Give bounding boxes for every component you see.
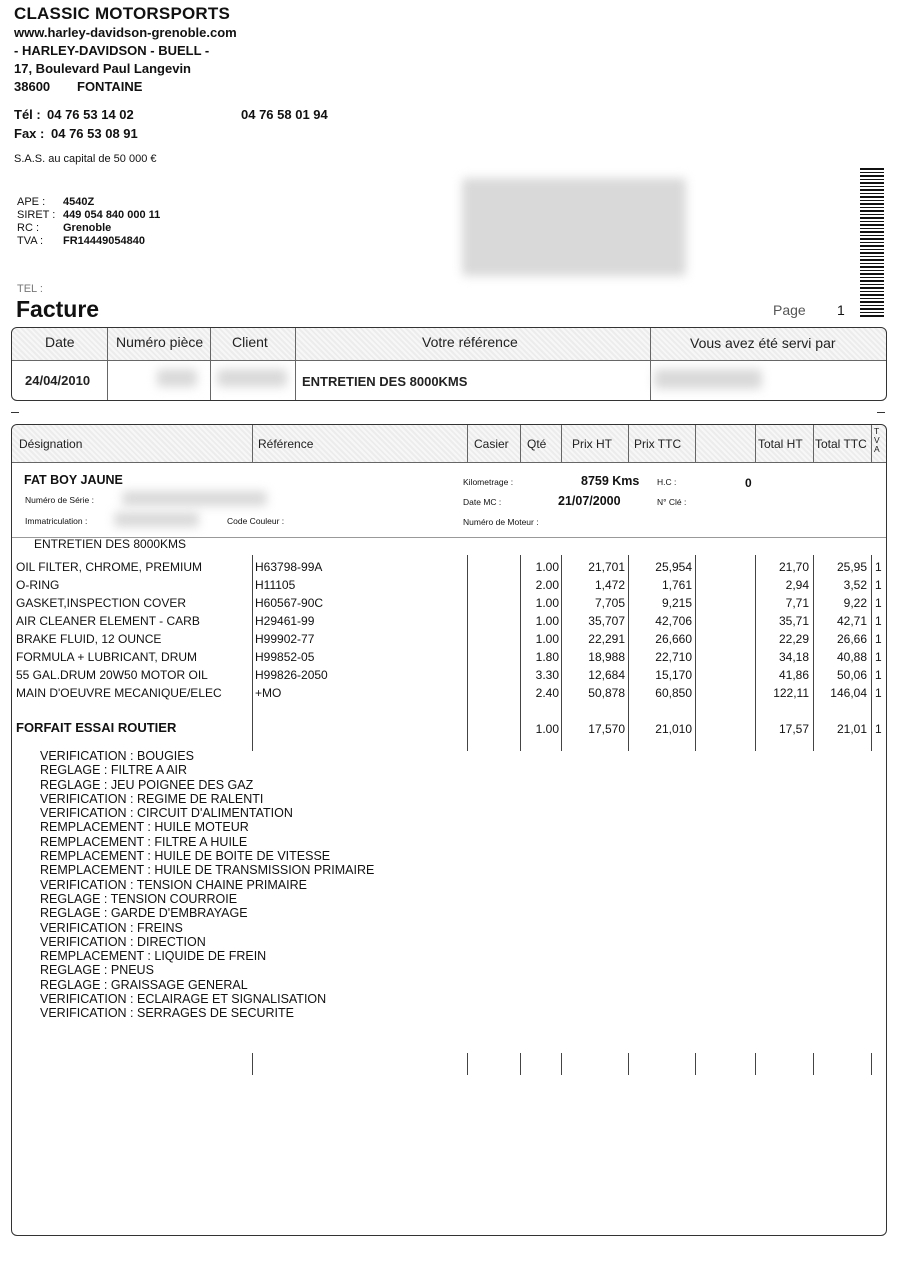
rc-value: Grenoble — [63, 222, 112, 234]
serial-label: Numéro de Série : — [25, 495, 94, 505]
line-reference: +MO — [255, 686, 282, 700]
column-divider — [520, 555, 521, 751]
operation-item: REMPLACEMENT : HUILE DE TRANSMISSION PRIMAIRE — [40, 863, 375, 878]
date-mc-label: Date MC : — [463, 497, 502, 507]
line-total-ttc: 3,52 — [843, 578, 867, 592]
line-total-ttc: 26,66 — [836, 632, 867, 646]
line-prix-ht: 21,701 — [588, 560, 625, 574]
barcode — [860, 168, 884, 318]
line-reference: H99902-77 — [255, 632, 315, 646]
line-prix-ttc: 26,660 — [655, 632, 692, 646]
column-divider — [107, 328, 108, 400]
line-prix-ht: 50,878 — [588, 686, 625, 700]
tva-value: FR14449054840 — [63, 235, 145, 247]
column-divider — [695, 1053, 696, 1075]
client-redacted — [217, 369, 287, 387]
col-prix-ttc: Prix TTC — [634, 437, 682, 451]
operation-item: VERIFICATION : REGIME DE RALENTI — [40, 791, 264, 806]
column-divider — [210, 328, 211, 400]
line-reference: H29461-99 — [255, 614, 315, 628]
operation-item: REMPLACEMENT : HUILE DE BOITE DE VITESSE — [40, 849, 331, 864]
invoice-header-table — [11, 327, 887, 401]
line-designation: GASKET,INSPECTION COVER — [16, 596, 187, 610]
col-tva: T V A — [874, 426, 880, 454]
column-divider — [561, 1053, 562, 1075]
tel-number-2: 04 76 58 01 94 — [241, 107, 328, 122]
column-divider — [871, 1053, 872, 1075]
line-designation: AIR CLEANER ELEMENT - CARB — [16, 614, 200, 628]
cle-label: N° Clé : — [657, 497, 687, 507]
company-name: CLASSIC MOTORSPORTS — [14, 4, 231, 23]
line-prix-ht: 35,707 — [588, 614, 625, 628]
column-divider — [252, 1053, 253, 1075]
page-label: Page — [773, 302, 806, 318]
operation-item: VERIFICATION : DIRECTION — [40, 934, 206, 949]
operation-item: VERIFICATION : SERRAGES DE SECURITE — [40, 1006, 294, 1021]
column-divider — [252, 425, 253, 462]
column-divider — [695, 425, 696, 462]
line-qte: 1.00 — [535, 596, 559, 610]
col-total-ttc: Total TTC — [815, 437, 867, 451]
column-divider — [561, 555, 562, 751]
tick-mark — [877, 412, 885, 413]
column-divider — [520, 425, 521, 462]
servi-par-redacted — [654, 369, 762, 389]
line-total-ht: 34,18 — [778, 650, 809, 664]
column-divider — [628, 1053, 629, 1075]
operation-item: REMPLACEMENT : LIQUIDE DE FREIN — [40, 949, 267, 964]
page-number: 1 — [837, 302, 845, 318]
line-total-ttc: 40,88 — [836, 650, 867, 664]
color-label: Code Couleur : — [227, 516, 285, 526]
line-total-ht: 22,29 — [778, 632, 809, 646]
line-prix-ttc: 60,850 — [655, 686, 692, 700]
siret-label: SIRET : — [17, 209, 56, 221]
line-tva: 1 — [875, 686, 882, 700]
client-tel-label: TEL : — [17, 283, 43, 295]
line-qte: 3.30 — [535, 668, 559, 682]
numero-piece-redacted — [157, 369, 197, 387]
column-divider — [871, 555, 872, 751]
hc-label: H.C : — [657, 477, 677, 487]
forfait-designation: FORFAIT ESSAI ROUTIER — [16, 720, 177, 735]
col-servi-par: Vous avez été servi par — [690, 335, 836, 351]
line-total-ttc: 146,04 — [830, 686, 867, 700]
fax-number: 04 76 53 08 91 — [51, 126, 138, 141]
operation-item: VERIFICATION : TENSION CHAINE PRIMAIRE — [40, 877, 307, 892]
document-title: Facture — [16, 296, 100, 322]
line-prix-ttc: 9,215 — [661, 596, 692, 610]
operation-item: REMPLACEMENT : FILTRE A HUILE — [40, 834, 248, 849]
client-address-redacted — [462, 178, 686, 276]
line-total-ht: 41,86 — [778, 668, 809, 682]
forfait-tva: 1 — [875, 722, 882, 736]
column-divider — [695, 555, 696, 751]
immat-label: Immatriculation : — [25, 516, 88, 526]
col-prix-ht: Prix HT — [572, 437, 612, 451]
date-mc-value: 21/07/2000 — [558, 494, 621, 508]
line-tva: 1 — [875, 650, 882, 664]
column-divider — [295, 328, 296, 400]
column-divider — [628, 555, 629, 751]
rc-label: RC : — [17, 222, 39, 234]
column-divider — [755, 1053, 756, 1075]
line-tva: 1 — [875, 632, 882, 646]
motor-label: Numéro de Moteur : — [463, 517, 539, 527]
line-total-ttc: 9,22 — [843, 596, 867, 610]
operation-item: REGLAGE : PNEUS — [40, 963, 154, 978]
column-divider — [871, 425, 872, 462]
line-total-ht: 21,70 — [778, 560, 809, 574]
column-divider — [467, 1053, 468, 1075]
line-qte: 1.00 — [535, 614, 559, 628]
operation-item: REGLAGE : JEU POIGNEE DES GAZ — [40, 777, 254, 792]
col-votre-reference: Votre référence — [422, 334, 518, 350]
line-prix-ht: 1,472 — [594, 578, 625, 592]
col-designation: Désignation — [19, 437, 83, 451]
column-divider — [813, 1053, 814, 1075]
operation-item: VERIFICATION : BOUGIES — [40, 749, 194, 763]
invoice-date: 24/04/2010 — [25, 373, 91, 388]
column-divider — [813, 555, 814, 751]
operation-item: VERIFICATION : CIRCUIT D'ALIMENTATION — [40, 806, 293, 821]
siret-value: 449 054 840 000 11 — [63, 209, 161, 221]
serial-redacted — [122, 491, 267, 506]
line-reference: H99826-2050 — [255, 668, 328, 682]
line-tva: 1 — [875, 668, 882, 682]
forfait-prix-ttc: 21,010 — [655, 722, 692, 736]
forfait-total-ttc: 21,01 — [836, 722, 867, 736]
line-prix-ht: 18,988 — [588, 650, 625, 664]
operation-item: REGLAGE : FILTRE A AIR — [40, 763, 188, 778]
immat-redacted — [114, 512, 199, 527]
line-designation: FORMULA + LUBRICANT, DRUM — [16, 650, 198, 664]
column-divider — [628, 425, 629, 462]
forfait-prix-ht: 17,570 — [588, 722, 625, 736]
line-prix-ttc: 25,954 — [655, 560, 692, 574]
line-prix-ttc: 15,170 — [655, 668, 692, 682]
col-total-ht: Total HT — [758, 437, 803, 451]
forfait-qte: 1.00 — [535, 722, 559, 736]
line-prix-ttc: 1,761 — [661, 578, 692, 592]
tva-label: TVA : — [17, 235, 44, 247]
line-qte: 2.40 — [535, 686, 559, 700]
line-tva: 1 — [875, 614, 882, 628]
line-total-ttc: 25,95 — [836, 560, 867, 574]
operation-item: REGLAGE : GARDE D'EMBRAYAGE — [40, 906, 248, 921]
col-reference: Référence — [258, 437, 314, 451]
ape-label: APE : — [17, 196, 46, 208]
line-prix-ttc: 42,706 — [655, 614, 692, 628]
column-divider — [755, 425, 756, 462]
operation-item: REGLAGE : TENSION COURROIE — [40, 891, 238, 906]
line-designation: MAIN D'OEUVRE MECANIQUE/ELEC — [16, 686, 222, 700]
company-website[interactable]: www.harley-davidson-grenoble.com — [14, 25, 237, 40]
company-address: 17, Boulevard Paul Langevin — [14, 61, 191, 76]
line-total-ht: 35,71 — [778, 614, 809, 628]
line-prix-ht: 12,684 — [588, 668, 625, 682]
line-designation: 55 GAL.DRUM 20W50 MOTOR OIL — [16, 668, 208, 682]
line-prix-ttc: 22,710 — [655, 650, 692, 664]
company-brands: - HARLEY-DAVIDSON - BUELL - — [14, 43, 210, 58]
line-prix-ht: 7,705 — [594, 596, 625, 610]
km-label: Kilometrage : — [463, 477, 514, 487]
company-postcode: 38600 — [14, 79, 51, 94]
line-tva: 1 — [875, 560, 882, 574]
km-value: 8759 Kms — [581, 474, 640, 488]
column-divider — [561, 425, 562, 462]
line-tva: 1 — [875, 596, 882, 610]
line-reference: H60567-90C — [255, 596, 324, 610]
column-divider — [520, 1053, 521, 1075]
hc-value: 0 — [745, 476, 752, 490]
col-client: Client — [232, 334, 268, 350]
column-divider — [650, 328, 651, 400]
operation-item: VERIFICATION : ECLAIRAGE ET SIGNALISATION — [40, 992, 327, 1007]
column-divider — [467, 425, 468, 462]
col-qte: Qté — [527, 437, 547, 451]
fax-label: Fax : — [14, 126, 45, 141]
line-total-ttc: 42,71 — [836, 614, 867, 628]
line-total-ht: 7,71 — [785, 596, 809, 610]
column-divider — [755, 555, 756, 751]
column-divider — [467, 555, 468, 751]
tick-mark — [11, 412, 19, 413]
line-tva: 1 — [875, 578, 882, 592]
votre-reference-value: ENTRETIEN DES 8000KMS — [302, 374, 468, 389]
line-qte: 1.00 — [535, 632, 559, 646]
column-divider — [252, 555, 253, 751]
company-capital: S.A.S. au capital de 50 000 € — [14, 153, 157, 165]
line-reference: H11105 — [255, 578, 296, 592]
tel-label: Tél : — [14, 107, 41, 122]
col-numero-piece: Numéro pièce — [116, 334, 204, 350]
company-city: FONTAINE — [77, 79, 143, 94]
line-total-ht: 2,94 — [785, 578, 809, 592]
ape-value: 4540Z — [63, 196, 95, 208]
line-designation: BRAKE FLUID, 12 OUNCE — [16, 632, 162, 646]
col-date: Date — [45, 334, 75, 350]
operation-item: VERIFICATION : FREINS — [40, 920, 183, 935]
line-reference: H63798-99A — [255, 560, 323, 574]
line-qte: 1.80 — [535, 650, 559, 664]
section-title: ENTRETIEN DES 8000KMS — [34, 537, 187, 551]
line-qte: 1.00 — [535, 560, 559, 574]
line-qte: 2.00 — [535, 578, 559, 592]
line-designation: O-RING — [16, 578, 60, 592]
line-total-ht: 122,11 — [773, 686, 809, 700]
line-prix-ht: 22,291 — [588, 632, 625, 646]
operations-list — [40, 749, 374, 1021]
operation-item: REMPLACEMENT : HUILE MOTEUR — [40, 820, 249, 835]
forfait-total-ht: 17,57 — [778, 722, 809, 736]
operation-item: REGLAGE : GRAISSAGE GENERAL — [40, 977, 248, 992]
col-casier: Casier — [474, 437, 509, 451]
vehicle-name: FAT BOY JAUNE — [24, 473, 123, 487]
line-total-ttc: 50,06 — [836, 668, 867, 682]
tel-number: 04 76 53 14 02 — [47, 107, 134, 122]
line-reference: H99852-05 — [255, 650, 315, 664]
column-divider — [813, 425, 814, 462]
line-designation: OIL FILTER, CHROME, PREMIUM — [16, 560, 203, 574]
